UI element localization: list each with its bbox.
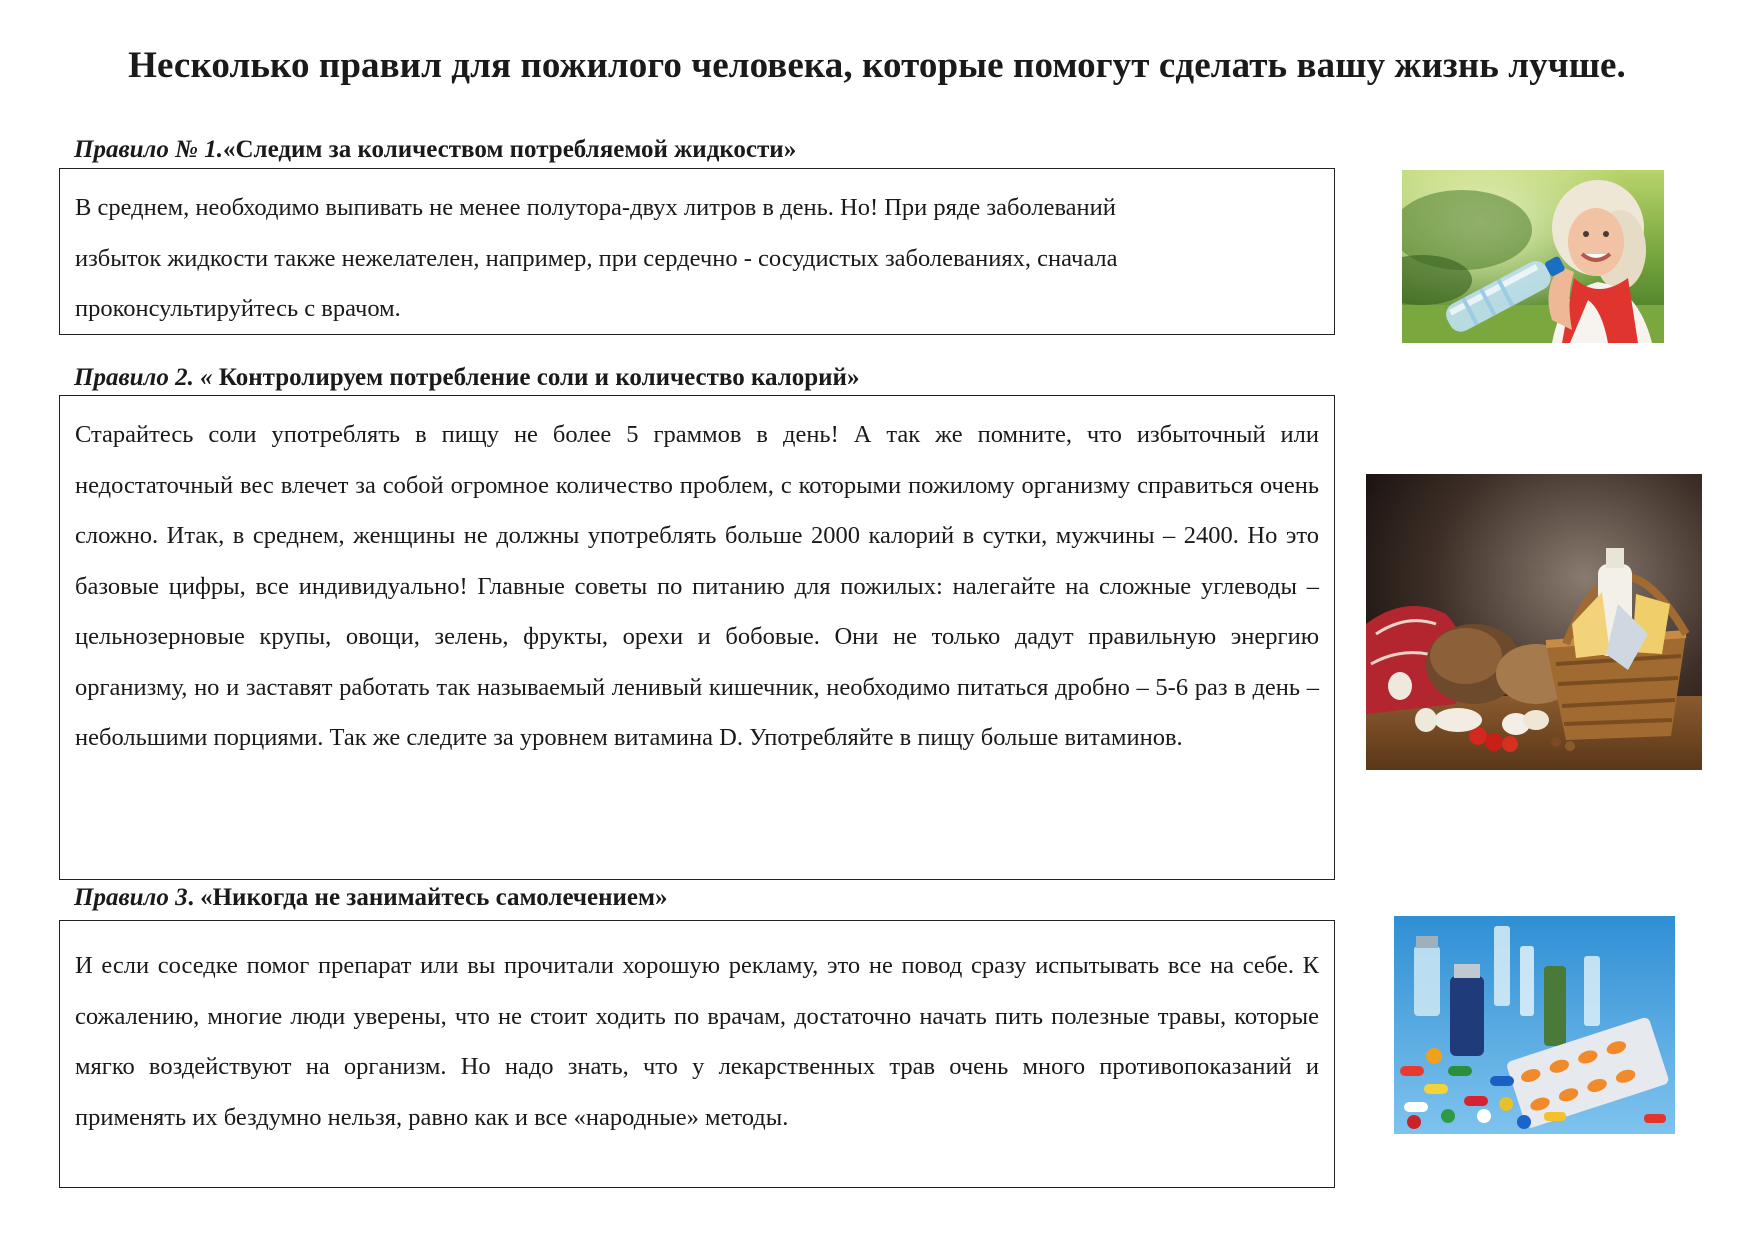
page-title: Несколько правил для пожилого человека, которые помогут сделать вашу жизнь лучше.: [128, 45, 1626, 86]
rule-3-heading: [74, 884, 668, 912]
rule-1-number: Правило № 1.: [74, 136, 223, 163]
rule-1-box: [59, 168, 1335, 335]
rule-2-heading: [74, 364, 859, 392]
elderly-woman-drinking-water-image: [1402, 170, 1664, 343]
medicines-pills-image: [1394, 916, 1675, 1134]
rule-2-box: [59, 395, 1335, 880]
rule-1-title: «Следим за количеством потребляемой жидкости»: [222, 136, 797, 163]
rule-1-text: В среднем, необходимо выпивать не менее полутора-двух литров в день. Но! При ряде заболеваний избыток жидкости также нежелателен, например, при сердечно - сосудистых заболеваниях, сначала проконсультируйтесь с врачом.: [75, 194, 1118, 322]
rule-2-text: Старайтесь соли употреблять в пищу не более 5 граммов в день! А так же помните, что избыточный или недостаточный вес влечет за собой огромное количество проблем, с которыми пожилому организму справиться очень сложно. Итак, в среднем, женщины не должны употреблять больше 2000 калорий в сутки, мужчины – 2400. Но это базовые цифры, все индивидуально! Главные советы по питанию для пожилых: налегайте на сложные углеводы – цельнозерновые крупы, овощи, зелень, фрукты, орехи и бобовые. Они не только дадут правильную энергию организму, но и заставят работать так называемый ленивый кишечник, необходимо питаться дробно – 5-6 раз в день – небольшими порциями. Так же следите за уровнем витамина D. Употребляйте в пищу больше витаминов.: [75, 421, 1319, 751]
rule-3-text: И если соседке помог препарат или вы прочитали хорошую рекламу, это не повод сразу испытывать все на себе. К сожалению, многие люди уверены, что не стоит ходить по врачам, достаточно начать пить полезные травы, которые мягко воздействуют на организм. Но надо знать, что у лекарственных трав очень много противопоказаний и применять их бездумно нельзя, равно как и все «народные» методы.: [75, 952, 1319, 1131]
rule-3-number: Правило 3: [74, 884, 188, 911]
rule-3-title: . «Никогда не занимайтесь самолечением»: [187, 884, 668, 911]
rule-3-box: [59, 920, 1335, 1188]
rule-2-title: Контролируем потребление соли и количество калорий»: [212, 364, 860, 391]
rule-1-heading: [74, 136, 796, 164]
food-basket-image: [1366, 474, 1702, 770]
rule-2-number: Правило 2. «: [74, 364, 213, 391]
